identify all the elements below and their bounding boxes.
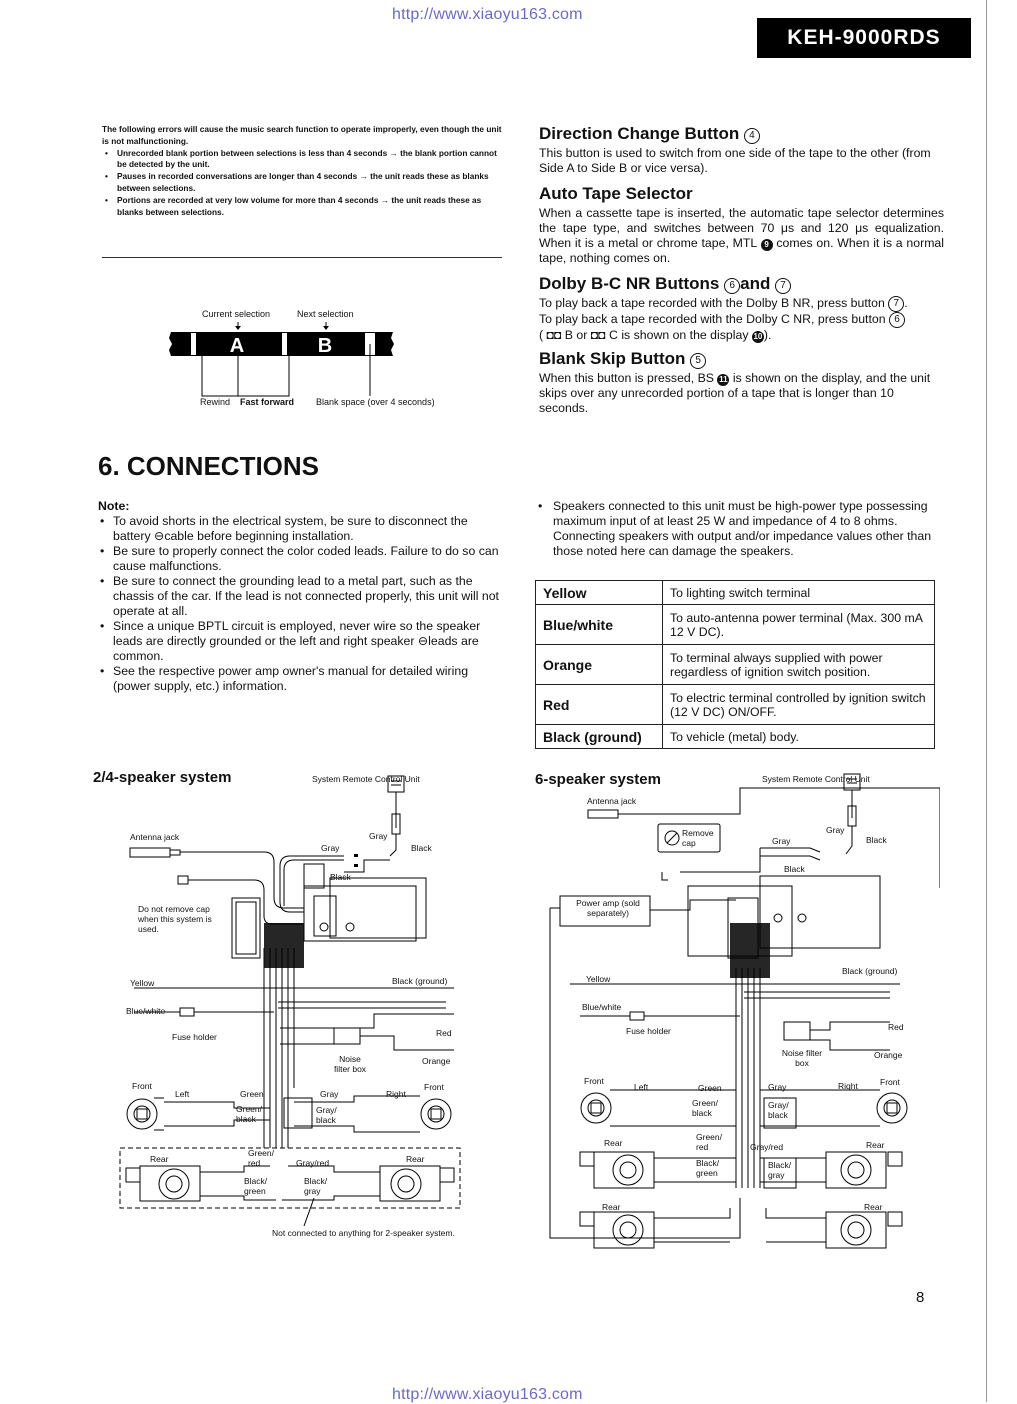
wire-label: Orange bbox=[874, 1050, 903, 1060]
music-search-intro: The following errors will cause the music search function to operate improperly, even though the unit is not malfunctioning. bbox=[102, 124, 502, 146]
rewind-label: Rewind bbox=[200, 397, 231, 407]
section-text: When a cassette tape is inserted, the automatic tape selector determines the tape type, and switches between 70 μs and 120 μs equalization. When it is a metal or chrome tape, MTL 9 comes on. When it is a normal tape, nothing comes on. bbox=[539, 206, 945, 265]
wire-label: Gray bbox=[826, 825, 845, 835]
speaker-label: Front bbox=[132, 1081, 152, 1091]
source-url-top: http://www.xiaoyu163.com bbox=[392, 6, 583, 23]
wire-label: Green bbox=[240, 1089, 264, 1099]
wire-label: Black (ground) bbox=[842, 966, 898, 976]
wire-label: Red bbox=[888, 1022, 904, 1032]
speaker-note: • Speakers connected to this unit must be high-power type possessing maximum input of at least 25 W and impedance of 4 to 8 ohms. Connecting speakers with output and/or impedance values other than those noted here can damage the speakers. bbox=[538, 499, 932, 558]
page-edge-line bbox=[986, 0, 987, 1402]
table-row: Yellow To lighting switch terminal bbox=[536, 581, 935, 605]
speaker-label: Rear bbox=[864, 1202, 883, 1212]
speaker-label: Front bbox=[424, 1082, 444, 1092]
fuse-holder-label: Fuse holder bbox=[172, 1032, 217, 1042]
wire-label: Green/ black bbox=[236, 1104, 262, 1124]
list-item: • Unrecorded blank portion between selections is less than 4 seconds → the blank portion cannot be detected by the unit. bbox=[117, 148, 505, 172]
wire-label: Gray bbox=[768, 1082, 787, 1092]
speaker-label: Front bbox=[880, 1077, 900, 1087]
table-row: Black (ground) To vehicle (metal) body. bbox=[536, 725, 935, 749]
speaker-label: Left bbox=[175, 1089, 190, 1099]
wire-label: Black/ gray bbox=[768, 1160, 792, 1180]
wire-label: Green/ red bbox=[696, 1132, 722, 1152]
fuse-holder-label: Fuse holder bbox=[626, 1026, 671, 1036]
wire-label: Red bbox=[436, 1028, 452, 1038]
music-search-notes bbox=[102, 124, 505, 218]
wire-label: Gray/red bbox=[750, 1142, 784, 1152]
tape-label-a: A bbox=[229, 335, 245, 357]
wire-label: Green/ black bbox=[692, 1098, 718, 1118]
page-title: 6. CONNECTIONS bbox=[98, 451, 320, 481]
noise-filter-label: Noise filter box bbox=[781, 1048, 823, 1068]
section-text: When this button is pressed, BS 11 is shown on the display, and the unit skips over any unrecorded portion of a tape that is longer than 10 seconds. bbox=[539, 371, 931, 415]
wire-label: Gray/ black bbox=[316, 1105, 337, 1125]
wire-label: Green/ red bbox=[248, 1148, 274, 1168]
speaker-label: Rear bbox=[866, 1140, 885, 1150]
wire-label: Black bbox=[784, 864, 805, 874]
speaker-label: Rear bbox=[604, 1138, 623, 1148]
noise-filter-label: Noise filter box bbox=[333, 1054, 367, 1074]
blank-skip-section bbox=[539, 349, 944, 416]
wiring-diagram-2-4-speaker bbox=[94, 768, 494, 1258]
wire-label: Yellow bbox=[130, 978, 155, 988]
indicator-number-icon: 10 bbox=[753, 332, 763, 341]
wire-label: Black/ gray bbox=[304, 1176, 328, 1196]
button-number-icon: 6 bbox=[889, 312, 905, 328]
section-text: To play back a tape recorded with the Dolby B NR, press button 7 . To play back a tape recorded with the Dolby C NR, press button 6 ( ◘◘ B or ◘◘ C is shown on the display 10 ). bbox=[539, 296, 908, 342]
section-title: Auto Tape Selector bbox=[539, 184, 693, 203]
wire-label: Yellow bbox=[586, 974, 611, 984]
wire-label: Black bbox=[330, 872, 351, 882]
not-connected-note: Not connected to anything for 2-speaker system. bbox=[272, 1228, 455, 1238]
wire-label: Black (ground) bbox=[392, 976, 448, 986]
list-item: • Pauses in recorded conversations are longer than 4 seconds → the unit reads these as blanks between selections. bbox=[117, 171, 505, 195]
cap-warning-label: Do not remove cap when this system is used. bbox=[138, 904, 212, 934]
wire-label: Blue/white bbox=[582, 1002, 622, 1012]
direction-change-section bbox=[539, 124, 944, 176]
speaker-label: Rear bbox=[150, 1154, 169, 1164]
indicator-number-icon: 9 bbox=[761, 239, 773, 251]
section-title: Blank Skip Button 5 bbox=[539, 349, 944, 369]
list-item: • See the respective power amp owner's manual for detailed wiring (power supply, etc.) information. bbox=[113, 664, 500, 694]
speaker-label: Rear bbox=[602, 1202, 621, 1212]
note-label: Note: bbox=[98, 499, 130, 513]
list-item: • Be sure to connect the grounding lead to a metal part, such as the chassis of the car. If the lead is not connected properly, this unit will not operate at all. bbox=[113, 574, 500, 619]
section-text: This button is used to switch from one side of the tape to the other (from Side A to Side B or vice versa). bbox=[539, 146, 931, 175]
auto-tape-section bbox=[539, 184, 944, 266]
section-title: Dolby B-C NR Buttons 6 and 7 bbox=[539, 274, 944, 294]
diagram-title-2-4: 2/4-speaker system bbox=[93, 769, 232, 786]
list-item: • Since a unique BPTL circuit is employed, never wire so the speaker leads are directly grounded or the left and right speaker ⊖leads are common. bbox=[113, 619, 500, 664]
divider bbox=[102, 257, 502, 258]
speaker-label: Front bbox=[584, 1076, 604, 1086]
wire-label: Black/ green bbox=[696, 1158, 720, 1178]
wire-label: Gray bbox=[772, 836, 791, 846]
wire-label: Gray bbox=[321, 843, 340, 853]
wire-label: Black bbox=[411, 843, 432, 853]
speaker-label: Right bbox=[386, 1089, 406, 1099]
blank-space-label: Blank space (over 4 seconds) bbox=[316, 397, 435, 407]
source-url-bottom: http://www.xiaoyu163.com bbox=[392, 1386, 583, 1403]
indicator-number-icon: 11 bbox=[719, 375, 728, 384]
table-row: Blue/white To auto-antenna power terminal (Max. 300 mA 12 V DC). bbox=[536, 605, 935, 645]
speaker-label: Left bbox=[634, 1082, 649, 1092]
next-selection-label: Next selection bbox=[297, 309, 354, 319]
button-number-icon: 7 bbox=[888, 296, 904, 312]
remove-cap-label: Remove cap bbox=[682, 828, 714, 848]
power-amp-label: Power amp (sold separately) bbox=[576, 898, 640, 918]
wire-label: Black/ green bbox=[244, 1176, 268, 1196]
connection-notes bbox=[98, 499, 500, 694]
current-selection-label: Current selection bbox=[202, 309, 271, 319]
button-number-icon: 6 bbox=[724, 278, 740, 294]
wire-label: Blue/white bbox=[126, 1006, 166, 1016]
wire-label: Gray/red bbox=[296, 1158, 330, 1168]
section-title: Direction Change Button 4 bbox=[539, 124, 944, 144]
antenna-jack-label: Antenna jack bbox=[130, 832, 180, 842]
speaker-label: Right bbox=[838, 1081, 858, 1091]
wire-label: Gray bbox=[369, 831, 388, 841]
wire-label: Gray/ black bbox=[768, 1100, 789, 1120]
fast-forward-label: Fast forward bbox=[240, 397, 295, 407]
remote-unit-label: System Remote Control Unit bbox=[312, 774, 420, 784]
wire-label: Orange bbox=[422, 1056, 451, 1066]
antenna-jack-label: Antenna jack bbox=[587, 796, 637, 806]
tape-blank-diagram bbox=[165, 320, 400, 400]
model-badge: KEH-9000RDS bbox=[757, 18, 971, 58]
lead-color-table bbox=[535, 580, 935, 749]
tape-label-b: B bbox=[317, 335, 333, 357]
wire-label: Black bbox=[866, 835, 887, 845]
list-item: • To avoid shorts in the electrical system, be sure to disconnect the battery ⊖cable before beginning installation. bbox=[113, 514, 500, 544]
list-item: • Portions are recorded at very low volume for more than 4 seconds → the unit reads these as blanks between selections. bbox=[117, 195, 505, 219]
table-row: Orange To terminal always supplied with power regardless of ignition switch position. bbox=[536, 645, 935, 685]
button-number-icon: 7 bbox=[775, 278, 791, 294]
wire-label: Green bbox=[698, 1083, 722, 1093]
wire-label: Gray bbox=[320, 1089, 339, 1099]
button-number-icon: 4 bbox=[744, 128, 760, 144]
speaker-label: Rear bbox=[406, 1154, 425, 1164]
list-item: • Be sure to properly connect the color coded leads. Failure to do so can cause malfunctions. bbox=[113, 544, 500, 574]
table-row: Red To electric terminal controlled by ignition switch (12 V DC) ON/OFF. bbox=[536, 685, 935, 725]
page-number: 8 bbox=[916, 1289, 925, 1306]
dolby-section bbox=[539, 274, 944, 343]
button-number-icon: 5 bbox=[690, 353, 706, 369]
remote-unit-label: System Remote Control Unit bbox=[762, 774, 870, 784]
wiring-diagram-6-speaker bbox=[540, 768, 940, 1268]
diagram-title-6: 6-speaker system bbox=[535, 771, 661, 788]
